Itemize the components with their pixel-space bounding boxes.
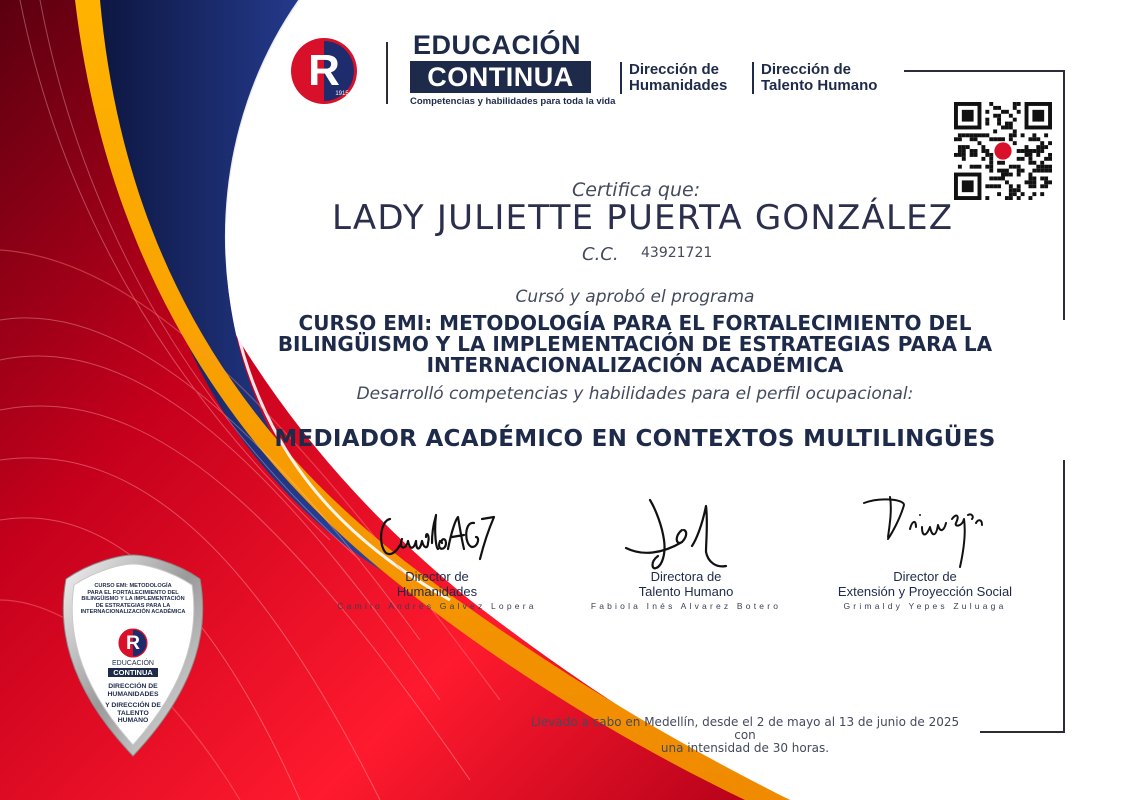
recipient-name: LADY JULIETTE PUERTA GONZÁLEZ [332,198,954,238]
ec-tagline: Competencias y habilidades para toda la vida [410,96,616,107]
signature-1-image [376,505,500,565]
dept-humanidades-line2: Humanidades [629,77,728,94]
educacion-title: EDUCACIÓN [413,30,582,60]
dept-humanidades [620,62,727,94]
badge-course-line4: DE ESTRATEGIAS PARA LA [95,602,171,609]
signature-block-2 [566,569,806,611]
badge-dept-line2: HUMANIDADES [107,690,159,698]
badge-course-title [70,583,196,616]
cc-label: C.C. [582,244,619,265]
footer-note [520,716,970,755]
badge-departments [70,683,196,725]
program-title [250,313,1020,376]
signature-block-3 [805,569,1045,611]
badge-dept-line1: DIRECCIÓN DE [108,683,158,690]
continua-title: CONTINUA [410,61,591,93]
dept-humanidades-line1: Dirección de [629,61,720,78]
badge-course-line2: PARA EL FORTALECIMIENTO DEL [87,589,179,596]
badge-continua: CONTINUA [108,668,158,677]
signature-2-role-line1: Directora de [650,569,722,584]
badge-educacion: EDUCACIÓN [111,660,154,667]
signature-1-role-line2: Humanidades [396,584,478,599]
frame-line-top [904,70,1065,72]
signature-2-name: Fabiola Inés Alvarez Botero [590,601,782,611]
certifica-label: Certifica que: [572,179,701,201]
footer-line1: Llevado a cabo en Medellín, desde el 2 de mayo al 13 de junio de 2025 con [530,715,960,742]
frame-line-right-lower [1063,460,1065,733]
signature-3-role-line1: Director de [893,569,957,584]
signature-1-role-line1: Director de [405,569,469,584]
signature-3-role-line2: Extensión y Proyección Social [837,584,1013,599]
dept-talento-line1: Dirección de [761,61,852,78]
logo-year: 1915 [335,91,349,97]
badge-dept-line5: HUMANO [117,717,149,725]
university-logo [290,37,358,105]
signature-3-image [860,493,994,569]
curso-label: Cursó y aprobó el programa [515,287,755,307]
cc-number: 43921721 [641,245,713,261]
svg-text:R: R [125,632,141,655]
badge-course-line5: INTERNACIONALIZACIÓN ACADÉMICA [80,609,186,616]
qr-code-icon [954,102,1052,200]
badge-course-line1: CURSO EMI: METODOLOGÍA [94,583,172,589]
badge-dept-line3: Y DIRECCIÓN DE [105,702,161,710]
dept-talento-line2: Talento Humano [761,77,878,94]
signature-1-name: Camilo Andrés Galvez Lopera [337,601,537,611]
dept-talento-humano [752,62,877,94]
frame-line-right-upper [1063,70,1065,320]
signature-2-role-line2: Talento Humano [638,584,734,599]
logo-divider [386,42,388,104]
signature-block-1 [317,569,557,611]
badge-dept-line4: TALENTO [117,709,149,717]
program-title-line1: CURSO EMI: METODOLOGÍA PARA EL FORTALECIMIENTO DEL [298,311,972,335]
program-title-line3: INTERNACIONALIZACIÓN ACADÉMICA [426,353,844,377]
perfil-ocupacional: MEDIADOR ACADÉMICO EN CONTEXTOS MULTILINGÜES [274,426,996,452]
badge-university-logo [118,628,148,658]
svg-text:R: R [308,46,340,95]
desarrollo-label: Desarrolló competencias y habilidades para el perfil ocupacional: [356,384,914,404]
frame-line-bottom [980,731,1065,733]
signature-2-image [622,496,730,580]
badge-course-line3: BILINGÜISMO Y LA IMPLEMENTACIÓN [81,596,185,603]
footer-line2: una intensidad de 30 horas. [660,741,830,755]
signature-3-name: Grimaldy Yepes Zuluaga [843,601,1007,611]
program-title-line2: BILINGÜISMO Y LA IMPLEMENTACIÓN DE ESTRATEGIAS PARA LA [277,332,993,356]
